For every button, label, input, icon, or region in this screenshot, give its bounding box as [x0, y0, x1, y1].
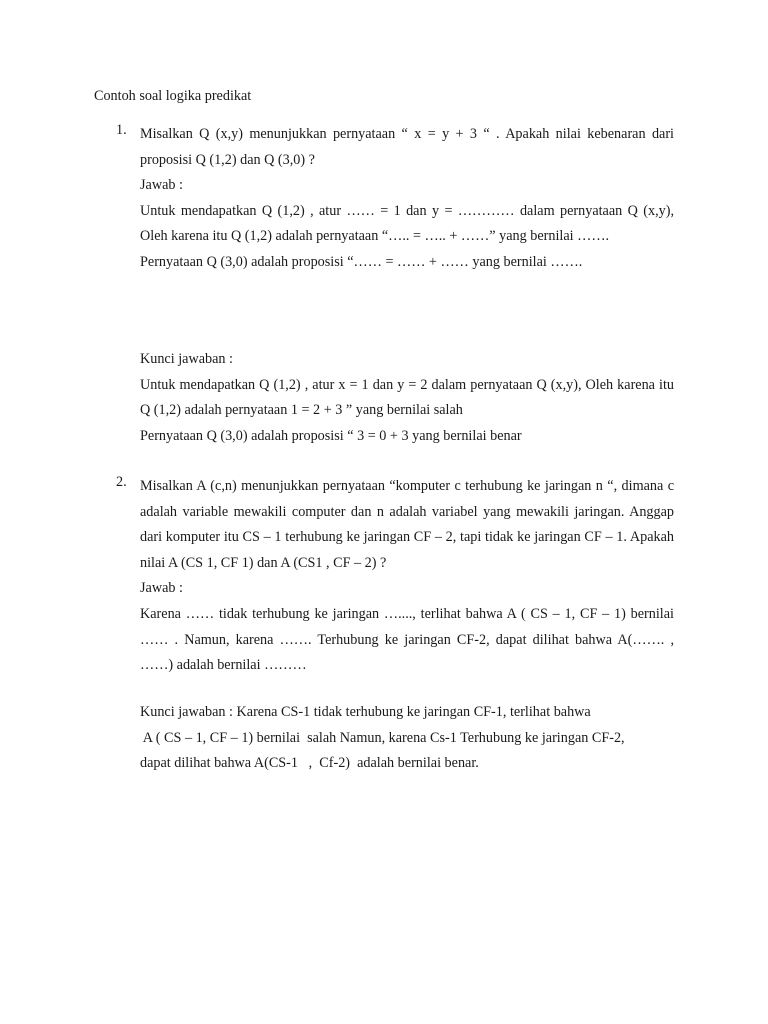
question-2-key-line-3: dapat dilihat bahwa A(CS-1 , Cf-2) adalah bernilai benar. [140, 755, 479, 772]
question-1-key-text-2: Pernyataan Q (3,0) adalah proposisi “ 3 = 0 + 3 yang bernilai benar [140, 427, 522, 444]
question-2-body [140, 474, 674, 679]
question-2-text: Misalkan A (c,n) menunjukkan pernyataan “komputer c terhubung ke jaringan n “, dimana c adalah variable mewakili computer dan n adalah variabel yang mewakili jaringan. Anggap dari komputer itu CS – 1 terhubung ke jaringan CF – 2, tapi tidak ke jaringan CF – 1. Apakah nilai A (CS 1, CF 1) dan A (CS1 , CF – 2) ? [140, 478, 674, 571]
question-1-body [140, 122, 674, 276]
question-2-key-body [140, 700, 674, 777]
question-1-key-body [140, 347, 674, 449]
question-2-jawab-label: Jawab : [140, 580, 183, 597]
question-2-answer-template: Karena …… tidak terhubung ke jaringan …...., terlihat bahwa A ( CS – 1, CF – 1) bernilai …… . Namun, karena ……. Terhubung ke jaringan CF-2, dapat dilihat bahwa A(……. , ……) adalah bernilai ……… [140, 605, 674, 674]
question-1-key-text-1: Untuk mendapatkan Q (1,2) , atur x = 1 dan y = 2 dalam pernyataan Q (x,y), Oleh karena itu Q (1,2) adalah pernyataan 1 = 2 + 3 ” yang bernilai salah [140, 376, 674, 419]
question-1-text: Misalkan Q (x,y) menunjukkan pernyataan “ x = y + 3 “ . Apakah nilai kebenaran dari proposisi Q (1,2) dan Q (3,0) ? [140, 126, 674, 168]
page-title: Contoh soal logika predikat [94, 88, 252, 104]
question-2-key-line-1: Kunci jawaban : Karena CS-1 tidak terhubung ke jaringan CF-1, terlihat bahwa [140, 704, 591, 720]
question-1-answer-template-1: Untuk mendapatkan Q (1,2) , atur …… = 1 dan y = ………… dalam pernyataan Q (x,y), Oleh karena itu Q (1,2) adalah pernyataan “….. = ….. + ……” yang bernilai ……. [140, 202, 674, 245]
question-1-answer-template-2: Pernyataan Q (3,0) adalah proposisi “…… = …… + …… yang bernilai ……. [140, 253, 583, 270]
question-1-jawab-label: Jawab : [140, 177, 183, 194]
question-1-number: 1. [116, 122, 127, 138]
question-2-number: 2. [116, 474, 127, 490]
question-1-key-label: Kunci jawaban : [140, 351, 233, 367]
question-2-key-line-2: A ( CS – 1, CF – 1) bernilai salah Namun, karena Cs-1 Terhubung ke jaringan CF-2, [140, 729, 625, 746]
